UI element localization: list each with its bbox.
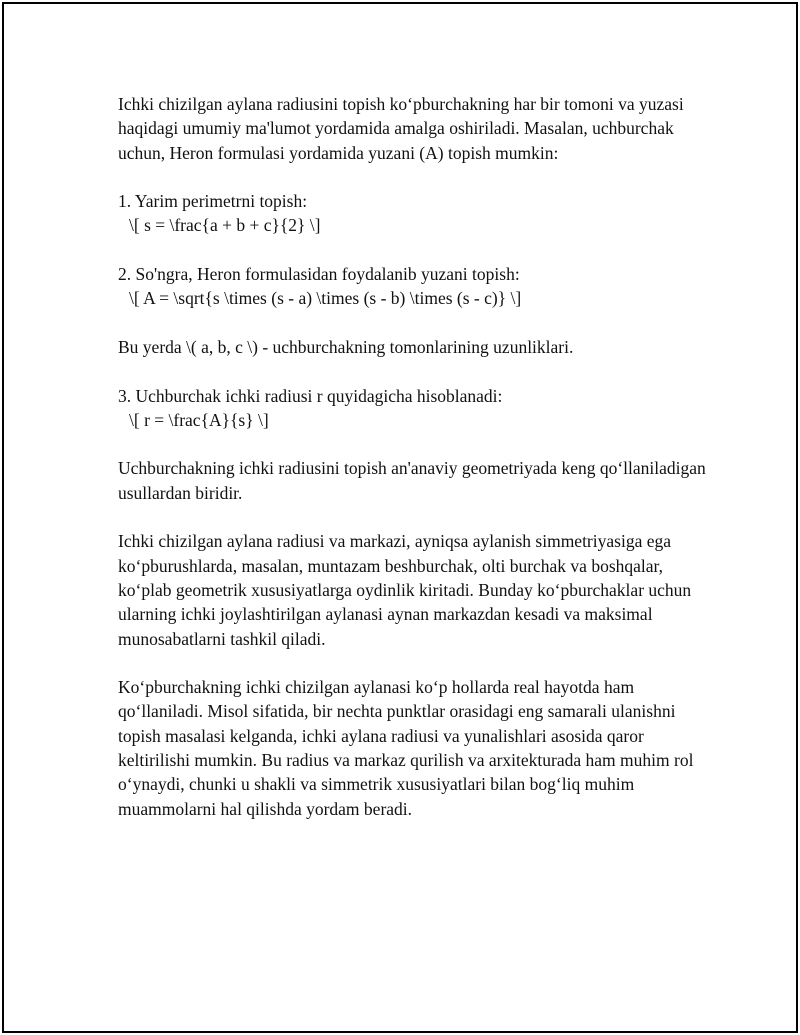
variables-note: Bu yerda \( a, b, c \) - uchburchakning tomonlarining uzunliklari.	[118, 336, 574, 357]
formula-inradius: \[ r = \frac{A}{s} \]	[129, 409, 269, 430]
formula-semiperimeter: \[ s = \frac{a + b + c}{2} \]	[129, 215, 321, 236]
spacer	[118, 238, 718, 262]
spacer	[118, 359, 718, 383]
step-3: 3. Uchburchak ichki radiusi r quyidagicha hisoblanadi:	[118, 385, 503, 406]
spacer	[118, 311, 718, 335]
spacer	[118, 505, 718, 529]
document-body	[118, 92, 718, 821]
spacer	[118, 651, 718, 675]
spacer	[118, 432, 718, 456]
spacer	[118, 165, 718, 189]
formula-heron: \[ A = \sqrt{s \times (s - a) \times (s - b) \times (s - c)} \]	[129, 288, 522, 309]
summary-paragraph: Uchburchakning ichki radiusini topish an'anaviy geometriyada keng qo‘llaniladigan usullardan biridir.	[118, 458, 711, 503]
step-2: 2. So'ngra, Heron formulasidan foydalanib yuzani topish:	[118, 264, 520, 285]
step-1: 1. Yarim perimetrni topish:	[118, 191, 308, 212]
intro-paragraph: Ichki chizilgan aylana radiusini topish ko‘pburchakning har bir tomoni va yuzasi haqidagi umumiy ma'lumot yordamida amalga oshiriladi. Masalan, uchburchak uchun, Heron formulasi yordamida yuzani (A) topish mumkin:	[118, 94, 689, 163]
applications-paragraph: Ko‘pburchakning ichki chizilgan aylanasi ko‘p hollarda real hayotda ham qo‘llaniladi. Misol sifatida, bir nechta punktlar orasidagi eng samarali ulanishni topish masalasi kelganda, ichki aylana radiusi va yunalishlari asosida qaror keltirilishi mumkin. Bu radius va markaz qurilish va arxitekturada ham muhim rol o‘ynaydi, chunki u shakli va simmetrik xususiyatlari bilan bog‘liq muhim muammolarni hal qilishda yordam beradi.	[118, 677, 698, 819]
symmetry-paragraph: Ichki chizilgan aylana radiusi va markazi, ayniqsa aylanish simmetriyasiga ega ko‘pburushlarda, masalan, muntazam beshburchak, olti burchak va boshqalar, ko‘plab geometrik xususiyatlarga oydinlik kiritadi. Bunday ko‘pburchaklar uchun ularning ichki joylashtirilgan aylanasi aynan markazdan kesadi va maksimal munosabatlarni tashkil qiladi.	[118, 531, 696, 649]
